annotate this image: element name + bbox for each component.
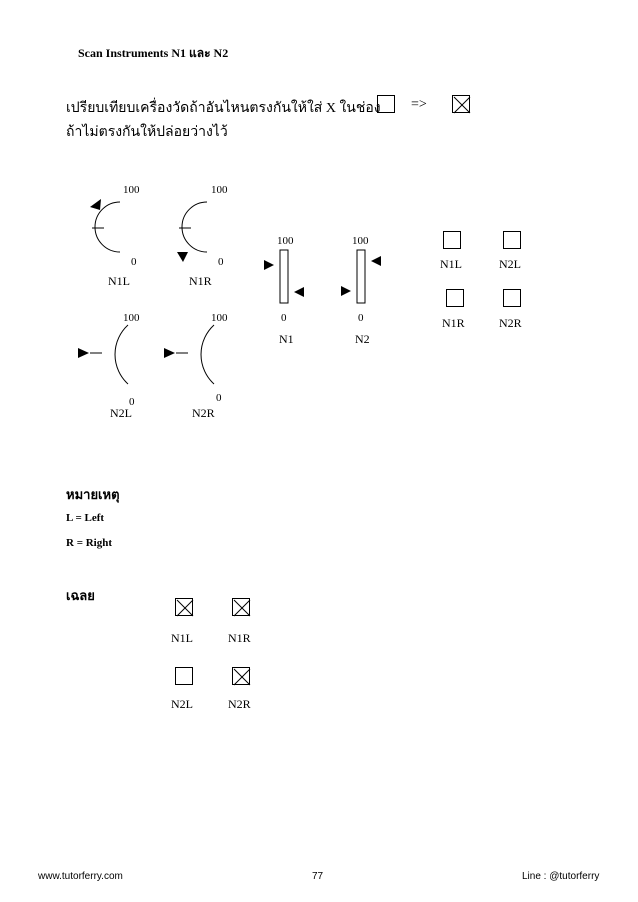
n2l-pointer-icon xyxy=(78,348,89,358)
notes-left: L = Left xyxy=(66,512,105,524)
n1l-min-label: 0 xyxy=(131,256,137,268)
n1r-arc xyxy=(182,202,207,252)
solution-heading: เฉลย xyxy=(66,588,95,603)
answer-label-n2l: N2L xyxy=(499,257,521,271)
n1l-max-label: 100 xyxy=(123,184,140,196)
n2-right-pointer-icon xyxy=(371,256,381,266)
instruction-line-2: ถ้าไม่ตรงกันให้ปล่อยว่างไว้ xyxy=(66,125,228,140)
n2r-pointer-icon xyxy=(164,348,175,358)
n2-min-label: 0 xyxy=(358,312,364,324)
n2l-caption: N2L xyxy=(110,406,132,420)
n1-caption: N1 xyxy=(279,332,294,346)
n2-left-pointer-icon xyxy=(341,286,351,296)
notes-heading: หมายเหตุ xyxy=(66,487,120,502)
n1-min-label: 0 xyxy=(281,312,287,324)
solution-label-n2r: N2R xyxy=(228,697,251,711)
solution-checkbox-n2r xyxy=(232,667,250,685)
n1r-max-label: 100 xyxy=(211,184,228,196)
footer-page-number: 77 xyxy=(312,871,324,882)
n1-bar xyxy=(280,250,288,303)
n2l-max-label: 100 xyxy=(123,312,140,324)
n2r-arc xyxy=(201,325,214,384)
solution-checkbox-n1l xyxy=(175,598,193,616)
answer-checkbox-n2l[interactable] xyxy=(503,231,521,249)
answer-label-n2r: N2R xyxy=(499,316,522,330)
n1-max-label: 100 xyxy=(277,235,294,247)
n2r-min-label: 0 xyxy=(216,392,222,404)
n2-bar xyxy=(357,250,365,303)
n1l-pointer-icon xyxy=(90,199,101,210)
answer-checkbox-n2r[interactable] xyxy=(503,289,521,307)
n1r-pointer-icon xyxy=(177,252,188,262)
answer-checkbox-n1l[interactable] xyxy=(443,231,461,249)
solution-checkbox-n1r xyxy=(232,598,250,616)
n2l-arc xyxy=(115,325,128,384)
n2r-caption: N2R xyxy=(192,406,215,420)
answer-checkbox-n1r[interactable] xyxy=(446,289,464,307)
n1-left-pointer-icon xyxy=(264,260,274,270)
footer-line-id: Line : @tutorferry xyxy=(522,871,600,882)
n2r-max-label: 100 xyxy=(211,312,228,324)
solution-label-n1r: N1R xyxy=(228,631,251,645)
n1l-caption: N1L xyxy=(108,274,130,288)
solution-checkbox-n2l xyxy=(175,667,193,685)
notes-right: R = Right xyxy=(66,537,112,549)
arrow-text: => xyxy=(411,97,427,112)
instruction-line-1: เปรียบเทียบเครื่องวัดถ้าอันไหนตรงกันให้ใส่ X ในช่อง xyxy=(66,101,381,116)
solution-label-n2l: N2L xyxy=(171,697,193,711)
answer-label-n1l: N1L xyxy=(440,257,462,271)
n2-max-label: 100 xyxy=(352,235,369,247)
n2l-min-label: 0 xyxy=(129,396,135,408)
n1-right-pointer-icon xyxy=(294,287,304,297)
answer-label-n1r: N1R xyxy=(442,316,465,330)
solution-label-n1l: N1L xyxy=(171,631,193,645)
footer-website: www.tutorferry.com xyxy=(38,871,123,882)
n1r-caption: N1R xyxy=(189,274,212,288)
page-title: Scan Instruments N1 และ N2 xyxy=(78,46,229,60)
n2-caption: N2 xyxy=(355,332,370,346)
n1r-min-label: 0 xyxy=(218,256,224,268)
